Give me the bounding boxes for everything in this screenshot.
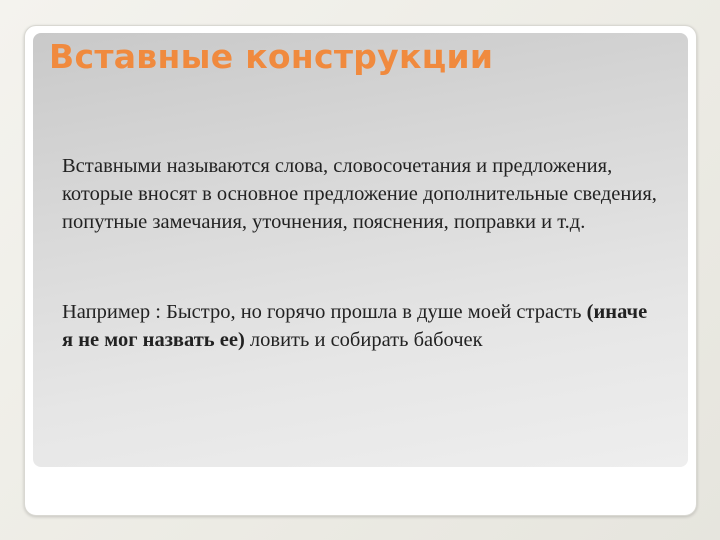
slide-content-panel (33, 33, 688, 467)
example-parenthetical-emphasis: (иначе я не мог назвать ее) (62, 301, 648, 351)
example-text-before: Например : Быстро, но горячо прошла в душе моей страсть (62, 301, 587, 323)
example-paragraph (62, 298, 662, 354)
slide-title: Вставные конструкции (49, 37, 494, 76)
definition-paragraph: Вставными называются слова, словосочетания и предложения, которые вносят в основное предложение дополнительные сведения, попутные замечания, уточнения, пояснения, поправки и т.д. (62, 155, 657, 233)
example-text-after: ловить и собирать бабочек (244, 329, 483, 351)
